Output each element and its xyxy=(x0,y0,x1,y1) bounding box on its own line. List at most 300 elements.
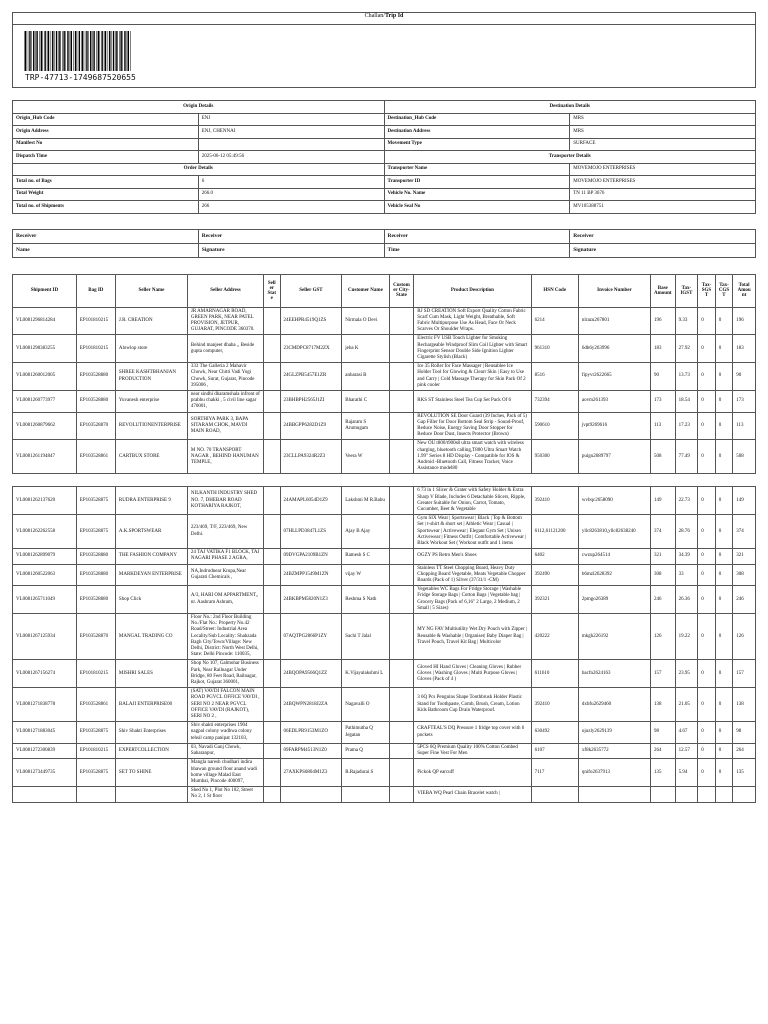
tax-igst: 77.49 xyxy=(675,440,698,474)
table-row xyxy=(13,390,756,412)
barcode-bar xyxy=(116,31,117,71)
table-row xyxy=(13,307,756,335)
invoice-number: jvpt9269616 xyxy=(578,412,650,440)
detail-label: Destination Address xyxy=(384,126,570,139)
tax-igst: 4.67 xyxy=(675,722,698,744)
product-description: RJ SD CREATION Soft Export Quality Cotton Fabric Scarf Cum Mask, Light Weight, Breathable, Soft Fabric Multipurpose Use As Head, Face Or Neck Scarves Or Shoulder Wraps. xyxy=(414,307,531,335)
seller-name: Shop Click xyxy=(115,586,187,614)
seller-gst: 24BZMPP1549M1ZN xyxy=(280,564,342,586)
bag-id: EP103528880 xyxy=(76,549,115,564)
detail-label: Vehicle Seal No xyxy=(384,201,570,214)
bag-id: EP103528875 xyxy=(76,759,115,787)
hsn-code: 950300 xyxy=(531,440,578,474)
barcode-bar xyxy=(130,31,131,71)
barcode-bar xyxy=(93,31,94,71)
barcode-bar xyxy=(119,31,120,71)
tax-sgst: 0 xyxy=(698,412,715,440)
detail-label: Dispatch Time xyxy=(13,151,199,164)
detail-label: Origin Address xyxy=(13,126,199,139)
tax-igst: 18.54 xyxy=(675,390,698,412)
product-description: Vegetables WC Bags For Fridge Storage | Washable Fridge Storage Bags | Cotton Bags | Vegetable bag | Grocery Bags (Pack of 6,16" 2 Large, 2 Medium, 2 Small | 5 Sizes) xyxy=(414,586,531,614)
customer-city xyxy=(389,688,414,722)
barcode-bar xyxy=(88,31,89,71)
tax-igst: 33 xyxy=(675,564,698,586)
barcode-bar xyxy=(44,31,45,71)
seller-state xyxy=(264,743,280,758)
tax-cgst: 0 xyxy=(715,586,732,614)
table-row xyxy=(13,487,756,515)
barcode-bar xyxy=(79,31,80,71)
bag-id: EP103528880 xyxy=(76,363,115,391)
base-amount: 246 xyxy=(650,586,675,614)
barcode-bar xyxy=(105,31,106,71)
total-amount: 321 xyxy=(733,549,756,564)
hsn-code xyxy=(531,787,578,802)
product-description: 6 73 in 1 Slicer & Grater with Safety Holder & Extra Sharp V Blade, Includes 6 Detachable Slicers, Ripple, Greater Suitable for Onion, Carrot, Tomato, Cucumber, Beet & Vegetable xyxy=(414,487,531,515)
barcode-bar xyxy=(56,31,57,71)
tax-sgst: 0 xyxy=(698,307,715,335)
barcode-bar xyxy=(54,31,55,71)
tax-sgst: 0 xyxy=(698,688,715,722)
seller-state xyxy=(264,390,280,412)
barcode-bar xyxy=(63,31,64,71)
customer-city xyxy=(389,759,414,787)
seller-state xyxy=(264,363,280,391)
barcode-bar xyxy=(62,31,63,71)
customer-city xyxy=(389,614,414,660)
customer-name xyxy=(342,787,389,802)
base-amount: 196 xyxy=(650,307,675,335)
barcode-text: TRP-47713-1749687520655 xyxy=(25,73,136,82)
invoice-number: fipyvr2622665 xyxy=(578,363,650,391)
hsn-code: 392410 xyxy=(531,487,578,515)
shipment-id: VL0081260773977 xyxy=(13,390,77,412)
detail-value: 266.0 xyxy=(198,188,384,201)
hsn-code: 392410 xyxy=(531,688,578,722)
base-amount xyxy=(650,787,675,802)
barcode-bar xyxy=(124,31,125,71)
seller-state xyxy=(264,660,280,688)
bag-id: EP101810215 xyxy=(76,307,115,335)
bag-id: EP101810215 xyxy=(76,660,115,688)
seller-name: RUDRA ENTERPRISE 9 xyxy=(115,487,187,515)
tax-igst: 23.95 xyxy=(675,660,698,688)
total-amount xyxy=(733,787,756,802)
seller-address: A/3, HARI OM APPARTMENT,, nr. Aashram Ashram, xyxy=(187,586,263,614)
total-amount: 135 xyxy=(733,759,756,787)
product-description: Electric FV USB Touch Lighter for Smoking Rechargeable Windproof Slim Coil Lighter with Smart Fingerprint Sensor Double Side Ignition Lighter Cigarette Stylish (Black) xyxy=(414,335,531,363)
barcode-bar xyxy=(52,31,53,71)
seller-gst: 09DVGPA2109B1ZN xyxy=(280,549,342,564)
detail-value: 6 xyxy=(198,176,384,189)
hsn-code: 961310 xyxy=(531,335,578,363)
title-prefix: Challan/ xyxy=(364,13,385,19)
seller-name: SET TO SHINE xyxy=(115,759,187,787)
barcode-image xyxy=(23,31,133,71)
seller-state xyxy=(264,787,280,802)
table-header-row xyxy=(13,274,756,307)
invoice-number: b6mzl2628392 xyxy=(578,564,650,586)
barcode-bar xyxy=(39,31,40,71)
seller-address: M NO. 70 TRANSPORT NAGAR , BEHIND HANUMAN TEMPLE, xyxy=(187,440,263,474)
customer-name: K.Vijayalakshmi L xyxy=(342,660,389,688)
total-amount: 138 xyxy=(733,688,756,722)
seller-name: MANGAL TRADING CO xyxy=(115,614,187,660)
receiver-signature-label: Signature xyxy=(570,243,756,257)
details-row xyxy=(13,201,756,214)
table-row xyxy=(13,722,756,744)
seller-address: 223/469, T/F, 223/469, New Delhi. xyxy=(187,515,263,549)
shipment-id: VL0081265711049 xyxy=(13,586,77,614)
hsn-code: 732394 xyxy=(531,390,578,412)
customer-city xyxy=(389,412,414,440)
shipment-id: VL0081260522063 xyxy=(13,564,77,586)
tax-cgst: 0 xyxy=(715,549,732,564)
receiver-label: Receiver xyxy=(384,229,570,243)
bag-id xyxy=(76,787,115,802)
details-row xyxy=(13,163,756,176)
barcode-area xyxy=(12,25,756,88)
detail-label: Transporter Name xyxy=(384,163,570,176)
invoice-number: dxbfu2629460 xyxy=(578,688,650,722)
barcode-bar xyxy=(31,31,32,71)
barcode-bar xyxy=(109,31,110,71)
destination-heading: Destination Details xyxy=(384,101,756,114)
seller-state xyxy=(264,307,280,335)
shipment-id: VL0081272300839 xyxy=(13,743,77,758)
invoice-number: bacfn2624163 xyxy=(578,660,650,688)
seller-address: Shed No 1, Plot No 102, Street No 2, 1 St floor xyxy=(187,787,263,802)
detail-value: MOVEMOJO ENTERPRISES xyxy=(570,163,756,176)
table-row xyxy=(13,412,756,440)
shipment-id: VL0081267125934 xyxy=(13,614,77,660)
seller-gst: 27AXKPS0804M1Z3 xyxy=(280,759,342,787)
barcode-bar xyxy=(128,31,129,71)
barcode-bar xyxy=(96,31,97,71)
seller-state xyxy=(264,614,280,660)
seller-address: NA,Indrodnear Krupa,Near Gujarati Chemicals , xyxy=(187,564,263,586)
bag-id: EP103528880 xyxy=(76,390,115,412)
tax-igst: 17.23 xyxy=(675,412,698,440)
customer-city xyxy=(389,335,414,363)
table-row xyxy=(13,759,756,787)
origin-heading: Origin Details xyxy=(13,101,385,114)
total-amount: 374 xyxy=(733,515,756,549)
base-amount: 173 xyxy=(650,390,675,412)
column-header: Seller GST xyxy=(280,274,342,307)
column-header: Bag ID xyxy=(76,274,115,307)
table-row xyxy=(13,743,756,758)
barcode-bar xyxy=(71,31,72,71)
invoice-number: aovm261393 xyxy=(578,390,650,412)
hsn-code: 590610 xyxy=(531,412,578,440)
receiver-table xyxy=(12,229,756,258)
seller-gst: 24BQOPA9566Q1ZZ xyxy=(280,660,342,688)
customer-name: vijay W xyxy=(342,564,389,586)
transporter-heading: Transporter Details xyxy=(384,151,756,164)
total-amount: 246 xyxy=(733,586,756,614)
total-amount: 98 xyxy=(733,722,756,744)
customer-name: Prama Q xyxy=(342,743,389,758)
receiver-bottom-row xyxy=(13,243,756,257)
barcode-bar xyxy=(70,31,71,71)
detail-label: Origin_Hub Code xyxy=(13,113,199,126)
seller-name: J.R. CREATION xyxy=(115,307,187,335)
challan-page xyxy=(12,12,756,803)
seller-gst: 24AMAPL6054D1Z9 xyxy=(280,487,342,515)
shipment-id: VL0081273449735 xyxy=(13,759,77,787)
hsn-code: 392490 xyxy=(531,564,578,586)
bag-id: EP101810215 xyxy=(76,743,115,758)
seller-gst: 23CMDPC8717M2ZX xyxy=(280,335,342,363)
hsn-code: 6214 xyxy=(531,307,578,335)
barcode-bar xyxy=(25,31,26,71)
seller-name: EXPERTCOLLECTION xyxy=(115,743,187,758)
tax-cgst: 0 xyxy=(715,412,732,440)
tax-igst: 21.05 xyxy=(675,688,698,722)
seller-name: REVOLUTIONENTERPRISE xyxy=(115,412,187,440)
product-description: Gym SIX Wear | Sportswear | Black | Top & Bottom Set | t-shirt & short set | Athletic Wear | Casual | Sportswear | Activewear | Elegant Gym Set | Unisex Activewear | Fitness Outfit | Comfortable Activewear | Black Workout Set ( Workout outfit and 1 items xyxy=(414,515,531,549)
tax-igst: 5.94 xyxy=(675,759,698,787)
hsn-code: 6402 xyxy=(531,549,578,564)
column-header: Tax-IGST xyxy=(675,274,698,307)
tax-cgst: 0 xyxy=(715,564,732,586)
seller-name: SHREE KASHTBHANJAN PRODUCTION xyxy=(115,363,187,391)
hsn-code: 8516 xyxy=(531,363,578,391)
total-amount: 173 xyxy=(733,390,756,412)
bag-id: EP103528875 xyxy=(76,515,115,549)
customer-name: Nagavalli O xyxy=(342,688,389,722)
base-amount: 113 xyxy=(650,412,675,440)
detail-value: ENJ xyxy=(198,113,384,126)
shipment-id xyxy=(13,787,77,802)
shipment-id: VL0081262137620 xyxy=(13,487,77,515)
detail-value: 2025-06-12 05:49:56 xyxy=(198,151,384,164)
invoice-number: ojuzly2629139 xyxy=(578,722,650,744)
barcode-bar xyxy=(92,31,93,71)
base-amount: 308 xyxy=(650,564,675,586)
barcode-bar xyxy=(51,31,52,71)
customer-city xyxy=(389,660,414,688)
customer-city xyxy=(389,787,414,802)
column-header: Seller State xyxy=(264,274,280,307)
barcode-bar xyxy=(24,31,25,71)
customer-city xyxy=(389,307,414,335)
table-row xyxy=(13,614,756,660)
tax-igst: 34.39 xyxy=(675,549,698,564)
tax-sgst: 0 xyxy=(698,564,715,586)
total-amount: 157 xyxy=(733,660,756,688)
customer-name: Ramesh S C xyxy=(342,549,389,564)
barcode-bar xyxy=(65,31,66,71)
invoice-number: yllc8263810,yllc82638240 xyxy=(578,515,650,549)
base-amount: 374 xyxy=(650,515,675,549)
barcode-bar xyxy=(122,31,123,71)
customer-name: Veera W xyxy=(342,440,389,474)
barcode-bar xyxy=(82,31,83,71)
seller-gst xyxy=(280,787,342,802)
barcode-bar xyxy=(98,31,99,71)
column-header: Customer Name xyxy=(342,274,389,307)
invoice-number: mkgh226192 xyxy=(578,614,650,660)
barcode-bar xyxy=(58,31,59,71)
bag-id: EP103528875 xyxy=(76,487,115,515)
seller-gst: 24EEHPR4519Q1ZS xyxy=(280,307,342,335)
total-amount: 113 xyxy=(733,412,756,440)
receiver-label: Receiver xyxy=(570,229,756,243)
customer-name: Reshma S Nath xyxy=(342,586,389,614)
customer-city xyxy=(389,564,414,586)
invoice-number: wvbqc2658090 xyxy=(578,487,650,515)
shipment-id: VL0081267156274 xyxy=(13,660,77,688)
barcode-bar xyxy=(73,31,74,71)
bag-id: EP103528861 xyxy=(76,440,115,474)
tax-sgst: 0 xyxy=(698,743,715,758)
receiver-name-label: Name xyxy=(13,243,199,257)
tax-igst: 19.22 xyxy=(675,614,698,660)
tax-igst: 12.57 xyxy=(675,743,698,758)
base-amount: 135 xyxy=(650,759,675,787)
receiver-signature-label: Signature xyxy=(198,243,384,257)
tax-cgst: 0 xyxy=(715,363,732,391)
barcode-bar xyxy=(35,31,36,71)
seller-address: Mangla naresh chudhari indira bhawan ground floor anand wadi home village Malad East Mumbai, Pincode 400097, xyxy=(187,759,263,787)
barcode-bar xyxy=(43,31,44,71)
seller-address: NILKANTH INDUSTRY SHED NO. 7, DHEBAR ROAD KOTHARIYA RAJKOT, xyxy=(187,487,263,515)
barcode-bar xyxy=(120,31,121,71)
seller-gst: 24GLZPB5457E1ZR xyxy=(280,363,342,391)
customer-city xyxy=(389,515,414,549)
column-header: Product Description xyxy=(414,274,531,307)
total-amount: 149 xyxy=(733,487,756,515)
seller-address: Floor No.: 2nd Floor Building No./Flat No.: Property No.42 Road/Street: Industrial Area Locality/Sub Locality: Shahzada Bagh City/Town/Village: New Delhi, District: North West Delhi, State: Delhi Pincode: 110035, xyxy=(187,614,263,660)
tax-cgst: 0 xyxy=(715,743,732,758)
order-heading: Order Details xyxy=(13,163,385,176)
tax-cgst: 0 xyxy=(715,660,732,688)
barcode-bar xyxy=(41,31,42,71)
hsn-code: 611610 xyxy=(531,660,578,688)
seller-state xyxy=(264,722,280,744)
tax-sgst: 0 xyxy=(698,586,715,614)
barcode-bar xyxy=(67,31,68,71)
details-row xyxy=(13,188,756,201)
seller-gst: 23CLLPA9324R2Z3 xyxy=(280,440,342,474)
product-description: 5PCS 6Q Premium Quality 100% Cotton Combed Super Fine Vest For Men xyxy=(414,743,531,758)
product-description: RKS ST Stainless Steel Tea Cup Set Pack Of 6 xyxy=(414,390,531,412)
base-amount: 126 xyxy=(650,614,675,660)
tax-cgst: 0 xyxy=(715,390,732,412)
seller-name: CARTBUX STORE xyxy=(115,440,187,474)
shipment-id: VL0081261194847 xyxy=(13,440,77,474)
table-row xyxy=(13,515,756,549)
barcode-bar xyxy=(85,31,86,71)
invoice-number: puigu2689797 xyxy=(578,440,650,474)
product-description: Pickok QP earcuff xyxy=(414,759,531,787)
customer-name: Lakshmi M R.Babu xyxy=(342,487,389,515)
detail-value: MOVEMOJO ENTERPRISES xyxy=(570,176,756,189)
seller-name: Shiv Shakti Enterprises xyxy=(115,722,187,744)
barcode-bar xyxy=(75,31,76,71)
total-amount: 196 xyxy=(733,307,756,335)
bag-id: EP103528880 xyxy=(76,586,115,614)
tax-sgst: 0 xyxy=(698,759,715,787)
customer-city xyxy=(389,390,414,412)
seller-name: MISHRI SALES xyxy=(115,660,187,688)
product-description: Stainless TT Steel Chopping Board, Heavy Duty Chopping Board Vegetable, Meats Vegetable Chopper Boards (Pack of 1) Silver (37/31/1 -CM) xyxy=(414,564,531,586)
tax-igst: 26.36 xyxy=(675,586,698,614)
product-description: VIEBA WQ Pearl Chain Bracelet watch | xyxy=(414,787,531,802)
receiver-label: Receiver xyxy=(13,229,199,243)
receiver-label: Receiver xyxy=(198,229,384,243)
detail-label: Total Weight xyxy=(13,188,199,201)
seller-state xyxy=(264,440,280,474)
column-header: Tax-SGST xyxy=(698,274,715,307)
invoice-number: 2pmgo26389 xyxy=(578,586,650,614)
seller-state xyxy=(264,515,280,549)
tax-sgst: 0 xyxy=(698,549,715,564)
hsn-code: 7117 xyxy=(531,759,578,787)
tax-cgst: 0 xyxy=(715,688,732,722)
total-amount: 508 xyxy=(733,440,756,474)
detail-value: 266 xyxy=(198,201,384,214)
product-description: New OU t800/t900s8 ultra smart watch with wireless charging, bluetooth calling,T800 Ultra Smart Watch 1.99" Series 8 HD Display - Compatible for IOS & Android -Bluetooth Call, Fitness Tracker, Voice Assistance model80 xyxy=(414,440,531,474)
tax-sgst: 0 xyxy=(698,335,715,363)
details-row xyxy=(13,101,756,114)
customer-name: Sachi T Jalal xyxy=(342,614,389,660)
seller-state xyxy=(264,412,280,440)
seller-gst: 09FARPM4513N1Z0 xyxy=(280,743,342,758)
table-row xyxy=(13,564,756,586)
tax-igst: 13.73 xyxy=(675,363,698,391)
seller-state xyxy=(264,549,280,564)
details-table xyxy=(12,100,756,214)
column-header: Tax-CGST xyxy=(715,274,732,307)
barcode-bar xyxy=(127,31,128,71)
barcode-bar xyxy=(100,31,101,71)
table-row xyxy=(13,586,756,614)
base-amount: 138 xyxy=(650,688,675,722)
detail-value: MRS xyxy=(570,126,756,139)
tax-igst: 9.33 xyxy=(675,307,698,335)
bag-id: EP103528880 xyxy=(76,564,115,586)
product-description: Ice 35 Roller for Face Massager | Reusablee Ice Holder Tool for Glowing & Clearr Skin | Easy to Use and Carry | Cold Massage Therapy for Skin Pack Of 2 pink cooler xyxy=(414,363,531,391)
tax-cgst: 0 xyxy=(715,440,732,474)
tax-igst: 27.92 xyxy=(675,335,698,363)
table-row xyxy=(13,440,756,474)
total-amount: 264 xyxy=(733,743,756,758)
column-header: Invoice Number xyxy=(578,274,650,307)
seller-state xyxy=(264,759,280,787)
table-row xyxy=(13,787,756,802)
detail-value: MV105388751 xyxy=(570,201,756,214)
column-header: Shipment ID xyxy=(13,274,77,307)
shipment-id: VL0081260012005 xyxy=(13,363,77,391)
barcode-bar xyxy=(108,31,109,71)
customer-name: Ajay B Ajay xyxy=(342,515,389,549)
tax-cgst: 0 xyxy=(715,614,732,660)
tax-cgst: 0 xyxy=(715,759,732,787)
detail-value xyxy=(198,138,384,151)
barcode-bar xyxy=(104,31,105,71)
seller-name: BALAJI ENTERPRISE00 xyxy=(115,688,187,722)
details-row xyxy=(13,126,756,139)
customer-name: Nirmala O Devi xyxy=(342,307,389,335)
shipment-id: VL0081271838778 xyxy=(13,688,77,722)
tax-sgst: 0 xyxy=(698,660,715,688)
tax-sgst: 0 xyxy=(698,390,715,412)
seller-address: near sindhi dharamshala infront of prabhu chakki , 5 civil line sagar 470001, xyxy=(187,390,263,412)
table-row xyxy=(13,660,756,688)
